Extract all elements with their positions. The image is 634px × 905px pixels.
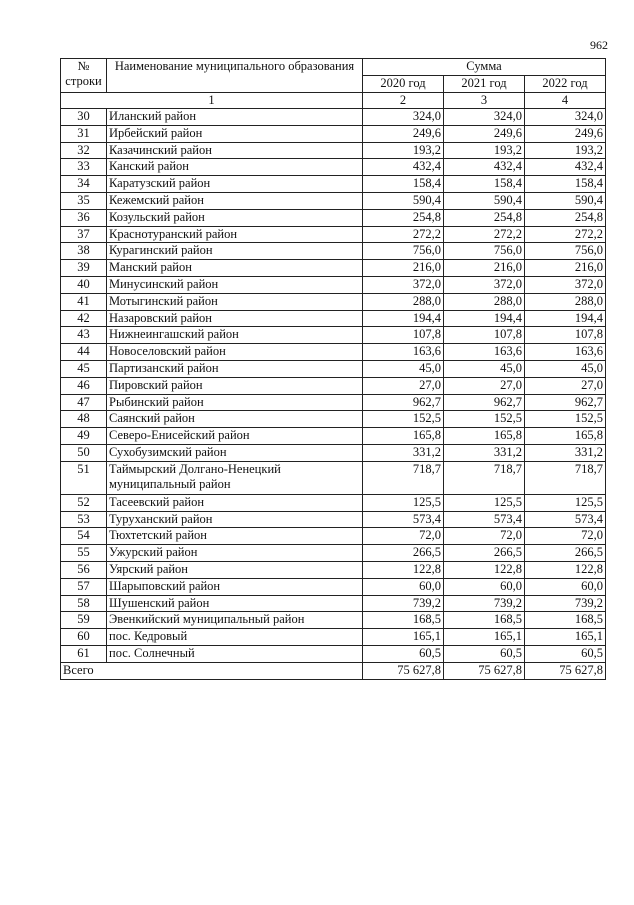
total-value-2020: 75 627,8 — [363, 662, 444, 679]
table-row — [61, 595, 606, 612]
value-2022: 168,5 — [525, 612, 606, 629]
value-2020: 165,8 — [363, 428, 444, 445]
municipality-name: Таймырский Долгано-Ненецкий муниципальный район — [107, 461, 363, 494]
municipality-name: Новоселовский район — [107, 344, 363, 361]
municipality-name: Мотыгинский район — [107, 293, 363, 310]
value-2020: 45,0 — [363, 360, 444, 377]
table-header — [61, 59, 606, 109]
value-2022: 432,4 — [525, 159, 606, 176]
municipality-name: Северо-Енисейский район — [107, 428, 363, 445]
value-2020: 288,0 — [363, 293, 444, 310]
municipality-name: Иланский район — [107, 109, 363, 126]
value-2021: 718,7 — [444, 461, 525, 494]
municipality-name: Минусинский район — [107, 276, 363, 293]
table-row — [61, 125, 606, 142]
value-2022: 107,8 — [525, 327, 606, 344]
value-2021: 168,5 — [444, 612, 525, 629]
value-2022: 27,0 — [525, 377, 606, 394]
row-number: 55 — [61, 545, 107, 562]
value-2022: 739,2 — [525, 595, 606, 612]
value-2020: 432,4 — [363, 159, 444, 176]
table-row — [61, 494, 606, 511]
value-2021: 573,4 — [444, 511, 525, 528]
table-row — [61, 109, 606, 126]
row-number: 30 — [61, 109, 107, 126]
value-2021: 216,0 — [444, 260, 525, 277]
value-2022: 60,5 — [525, 645, 606, 662]
row-number: 52 — [61, 494, 107, 511]
value-2021: 756,0 — [444, 243, 525, 260]
table-row — [61, 444, 606, 461]
value-2020: 324,0 — [363, 109, 444, 126]
value-2020: 193,2 — [363, 142, 444, 159]
value-2021: 152,5 — [444, 411, 525, 428]
table-row — [61, 411, 606, 428]
value-2021: 590,4 — [444, 192, 525, 209]
header-sum: Сумма — [363, 59, 606, 76]
municipality-name: Шушенский район — [107, 595, 363, 612]
value-2020: 107,8 — [363, 327, 444, 344]
row-number: 58 — [61, 595, 107, 612]
municipality-name: Козульский район — [107, 209, 363, 226]
table-row — [61, 243, 606, 260]
value-2020: 60,5 — [363, 645, 444, 662]
value-2022: 288,0 — [525, 293, 606, 310]
row-number: 34 — [61, 176, 107, 193]
municipality-name: Сухобузимский район — [107, 444, 363, 461]
value-2020: 962,7 — [363, 394, 444, 411]
municipality-name: Краснотуранский район — [107, 226, 363, 243]
municipality-name: Партизанский район — [107, 360, 363, 377]
total-value-2022: 75 627,8 — [525, 662, 606, 679]
value-2022: 158,4 — [525, 176, 606, 193]
municipality-name: Манский район — [107, 260, 363, 277]
municipality-name: Курагинский район — [107, 243, 363, 260]
table-row — [61, 428, 606, 445]
value-2020: 590,4 — [363, 192, 444, 209]
value-2022: 193,2 — [525, 142, 606, 159]
municipality-name: Тюхтетский район — [107, 528, 363, 545]
value-2021: 45,0 — [444, 360, 525, 377]
value-2022: 962,7 — [525, 394, 606, 411]
page-number: 962 — [590, 38, 608, 52]
value-2021: 122,8 — [444, 561, 525, 578]
budget-table — [60, 58, 606, 680]
table-row — [61, 209, 606, 226]
value-2022: 756,0 — [525, 243, 606, 260]
row-number: 38 — [61, 243, 107, 260]
value-2021: 331,2 — [444, 444, 525, 461]
value-2021: 272,2 — [444, 226, 525, 243]
value-2021: 254,8 — [444, 209, 525, 226]
value-2020: 266,5 — [363, 545, 444, 562]
table-row — [61, 293, 606, 310]
row-number: 45 — [61, 360, 107, 377]
value-2021: 27,0 — [444, 377, 525, 394]
table-row — [61, 310, 606, 327]
value-2022: 163,6 — [525, 344, 606, 361]
header-index-4: 4 — [525, 93, 606, 109]
value-2021: 107,8 — [444, 327, 525, 344]
value-2022: 718,7 — [525, 461, 606, 494]
value-2021: 165,8 — [444, 428, 525, 445]
value-2020: 158,4 — [363, 176, 444, 193]
table-row — [61, 612, 606, 629]
municipality-name: Саянский район — [107, 411, 363, 428]
value-2022: 165,1 — [525, 629, 606, 646]
value-2020: 216,0 — [363, 260, 444, 277]
value-2022: 573,4 — [525, 511, 606, 528]
table-row — [61, 394, 606, 411]
value-2021: 372,0 — [444, 276, 525, 293]
row-number: 36 — [61, 209, 107, 226]
row-number: 46 — [61, 377, 107, 394]
table-row — [61, 159, 606, 176]
value-2022: 60,0 — [525, 578, 606, 595]
table-row — [61, 327, 606, 344]
value-2022: 122,8 — [525, 561, 606, 578]
value-2022: 590,4 — [525, 192, 606, 209]
row-number: 39 — [61, 260, 107, 277]
value-2022: 194,4 — [525, 310, 606, 327]
table-row — [61, 276, 606, 293]
value-2021: 249,6 — [444, 125, 525, 142]
header-year-2022: 2022 год — [525, 76, 606, 93]
value-2021: 163,6 — [444, 344, 525, 361]
value-2020: 718,7 — [363, 461, 444, 494]
table-footer — [61, 662, 606, 679]
table-row — [61, 260, 606, 277]
value-2022: 254,8 — [525, 209, 606, 226]
row-number: 32 — [61, 142, 107, 159]
municipality-name: Эвенкийский муниципальный район — [107, 612, 363, 629]
row-number: 56 — [61, 561, 107, 578]
value-2020: 249,6 — [363, 125, 444, 142]
row-number: 53 — [61, 511, 107, 528]
municipality-name: пос. Кедровый — [107, 629, 363, 646]
header-year-2021: 2021 год — [444, 76, 525, 93]
municipality-name: Назаровский район — [107, 310, 363, 327]
row-number: 44 — [61, 344, 107, 361]
value-2022: 165,8 — [525, 428, 606, 445]
table-row — [61, 561, 606, 578]
table-body — [61, 109, 606, 663]
row-number: 60 — [61, 629, 107, 646]
table-row — [61, 511, 606, 528]
value-2020: 573,4 — [363, 511, 444, 528]
value-2020: 739,2 — [363, 595, 444, 612]
header-year-2020: 2020 год — [363, 76, 444, 93]
value-2022: 324,0 — [525, 109, 606, 126]
value-2022: 266,5 — [525, 545, 606, 562]
table-row — [61, 192, 606, 209]
value-2022: 152,5 — [525, 411, 606, 428]
row-number: 31 — [61, 125, 107, 142]
row-number: 57 — [61, 578, 107, 595]
row-number: 37 — [61, 226, 107, 243]
municipality-name: Кежемский район — [107, 192, 363, 209]
header-index-1: 1 — [61, 93, 363, 109]
header-row-number: № строки — [61, 59, 107, 93]
table-row — [61, 629, 606, 646]
value-2020: 27,0 — [363, 377, 444, 394]
table-row — [61, 176, 606, 193]
value-2020: 372,0 — [363, 276, 444, 293]
value-2021: 288,0 — [444, 293, 525, 310]
value-2021: 266,5 — [444, 545, 525, 562]
value-2020: 60,0 — [363, 578, 444, 595]
value-2021: 60,5 — [444, 645, 525, 662]
table-row — [61, 578, 606, 595]
row-number: 41 — [61, 293, 107, 310]
value-2021: 165,1 — [444, 629, 525, 646]
value-2020: 254,8 — [363, 209, 444, 226]
value-2021: 125,5 — [444, 494, 525, 511]
municipality-name: Ужурский район — [107, 545, 363, 562]
table-row — [61, 645, 606, 662]
municipality-name: Ирбейский район — [107, 125, 363, 142]
value-2020: 194,4 — [363, 310, 444, 327]
value-2022: 331,2 — [525, 444, 606, 461]
table-row — [61, 360, 606, 377]
municipality-name: пос. Солнечный — [107, 645, 363, 662]
value-2022: 72,0 — [525, 528, 606, 545]
value-2021: 158,4 — [444, 176, 525, 193]
value-2021: 194,4 — [444, 310, 525, 327]
total-label: Всего — [61, 662, 363, 679]
header-index-3: 3 — [444, 93, 525, 109]
value-2022: 372,0 — [525, 276, 606, 293]
municipality-name: Пировский район — [107, 377, 363, 394]
value-2020: 125,5 — [363, 494, 444, 511]
row-number: 48 — [61, 411, 107, 428]
value-2021: 324,0 — [444, 109, 525, 126]
value-2022: 125,5 — [525, 494, 606, 511]
municipality-name: Нижнеингашский район — [107, 327, 363, 344]
row-number: 54 — [61, 528, 107, 545]
municipality-name: Уярский район — [107, 561, 363, 578]
value-2020: 72,0 — [363, 528, 444, 545]
value-2021: 739,2 — [444, 595, 525, 612]
value-2021: 962,7 — [444, 394, 525, 411]
table-row — [61, 545, 606, 562]
row-number: 40 — [61, 276, 107, 293]
row-number: 50 — [61, 444, 107, 461]
value-2020: 168,5 — [363, 612, 444, 629]
row-number: 43 — [61, 327, 107, 344]
municipality-name: Каратузский район — [107, 176, 363, 193]
municipality-name: Казачинский район — [107, 142, 363, 159]
table-row — [61, 142, 606, 159]
header-name: Наименование муниципального образования — [107, 59, 363, 93]
table-row — [61, 344, 606, 361]
value-2021: 72,0 — [444, 528, 525, 545]
row-number: 49 — [61, 428, 107, 445]
value-2021: 60,0 — [444, 578, 525, 595]
row-number: 51 — [61, 461, 107, 494]
municipality-name: Рыбинский район — [107, 394, 363, 411]
row-number: 33 — [61, 159, 107, 176]
municipality-name: Тасеевский район — [107, 494, 363, 511]
table-row — [61, 461, 606, 494]
value-2020: 163,6 — [363, 344, 444, 361]
value-2020: 756,0 — [363, 243, 444, 260]
value-2020: 331,2 — [363, 444, 444, 461]
municipality-name: Канский район — [107, 159, 363, 176]
total-value-2021: 75 627,8 — [444, 662, 525, 679]
table-row — [61, 528, 606, 545]
table-row — [61, 377, 606, 394]
row-number: 35 — [61, 192, 107, 209]
value-2020: 122,8 — [363, 561, 444, 578]
municipality-name: Туруханский район — [107, 511, 363, 528]
value-2020: 152,5 — [363, 411, 444, 428]
value-2022: 272,2 — [525, 226, 606, 243]
municipality-name: Шарыповский район — [107, 578, 363, 595]
value-2022: 216,0 — [525, 260, 606, 277]
value-2021: 432,4 — [444, 159, 525, 176]
row-number: 59 — [61, 612, 107, 629]
value-2021: 193,2 — [444, 142, 525, 159]
table-row — [61, 226, 606, 243]
value-2020: 165,1 — [363, 629, 444, 646]
header-index-2: 2 — [363, 93, 444, 109]
row-number: 47 — [61, 394, 107, 411]
value-2022: 249,6 — [525, 125, 606, 142]
value-2022: 45,0 — [525, 360, 606, 377]
row-number: 42 — [61, 310, 107, 327]
row-number: 61 — [61, 645, 107, 662]
value-2020: 272,2 — [363, 226, 444, 243]
